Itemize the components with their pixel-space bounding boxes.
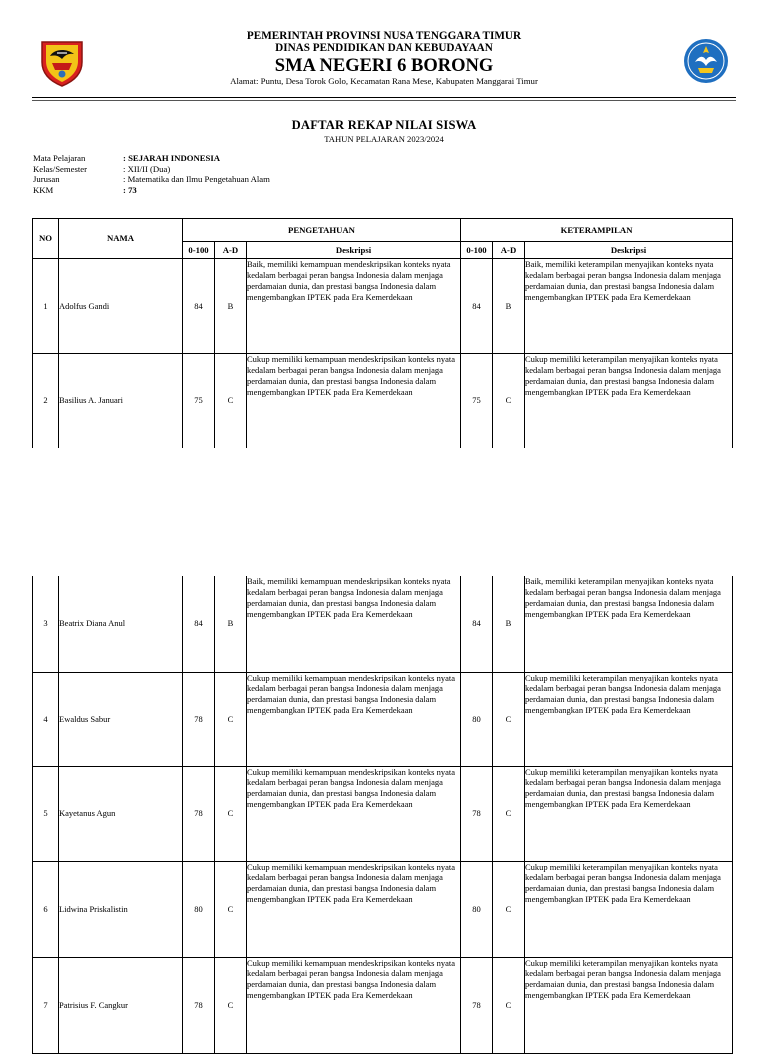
knowledge-score: 84 (183, 259, 215, 354)
info-row-kkm (33, 185, 270, 196)
skill-grade: C (493, 766, 525, 861)
skill-score: 84 (461, 576, 493, 672)
table-row (33, 576, 733, 672)
skill-description: Cukup memiliki keterampilan menyajikan konteks nyata kedalam berbagai peran bangsa Indonesia dalam menjaga perdamaian dunia, dan prestasi bangsa Indonesia dalam mengembangkan IPTEK pada Era Kemerdekaan (525, 957, 733, 1053)
skill-grade: C (493, 861, 525, 957)
info-value: : XII/II (Dua) (123, 163, 171, 174)
knowledge-grade: B (215, 259, 247, 354)
info-label: Jurusan (33, 174, 60, 185)
row-number: 7 (33, 957, 59, 1053)
header-knowledge: PENGETAHUAN (183, 219, 461, 242)
skill-score: 75 (461, 354, 493, 448)
academic-year: TAHUN PELAJARAN 2023/2024 (324, 134, 444, 144)
knowledge-grade: C (215, 861, 247, 957)
student-name: Patrisius F. Cangkur (59, 957, 183, 1053)
info-value: : Matematika dan Ilmu Pengetahuan Alam (123, 174, 270, 185)
province-emblem-icon (36, 36, 88, 88)
skill-grade: B (493, 576, 525, 672)
knowledge-description: Cukup memiliki kemampuan mendeskripsikan konteks nyata kedalam berbagai peran bangsa Indonesia dalam menjaga perdamaian dunia, dan prestasi bangsa Indonesia dalam mengembangkan IPTEK pada Era Kemerdekaan (247, 354, 461, 448)
knowledge-grade: C (215, 957, 247, 1053)
skill-score: 84 (461, 259, 493, 354)
tut-wuri-handayani-icon (683, 38, 729, 84)
header-knowledge-desc: Deskripsi (247, 242, 461, 259)
skill-description: Cukup memiliki keterampilan menyajikan konteks nyata kedalam berbagai peran bangsa Indonesia dalam menjaga perdamaian dunia, dan prestasi bangsa Indonesia dalam mengembangkan IPTEK pada Era Kemerdekaan (525, 766, 733, 861)
student-name: Basilius A. Januari (59, 354, 183, 448)
knowledge-grade: C (215, 672, 247, 766)
skill-description: Cukup memiliki keterampilan menyajikan konteks nyata kedalam berbagai peran bangsa Indonesia dalam menjaga perdamaian dunia, dan prestasi bangsa Indonesia dalam mengembangkan IPTEK pada Era Kemerdekaan (525, 672, 733, 766)
student-name: Adolfus Gandi (59, 259, 183, 354)
info-row-class (33, 164, 270, 175)
skill-description: Baik, memiliki keterampilan menyajikan konteks nyata kedalam berbagai peran bangsa Indonesia dalam menjaga perdamaian dunia, dan prestasi bangsa Indonesia dalam mengembangkan IPTEK pada Era Kemerdekaan (525, 259, 733, 354)
knowledge-description: Baik, memiliki kemampuan mendeskripsikan konteks nyata kedalam berbagai peran bangsa Indonesia dalam menjaga perdamaian dunia, dan prestasi bangsa Indonesia dalam mengembangkan IPTEK pada Era Kemerdekaan (247, 576, 461, 672)
info-label: Kelas/Semester (33, 163, 88, 174)
table-row (33, 672, 733, 766)
row-number: 6 (33, 861, 59, 957)
info-row-major (33, 174, 270, 185)
student-name: Ewaldus Sabur (59, 672, 183, 766)
info-row-subject (33, 153, 270, 164)
knowledge-description: Cukup memiliki kemampuan mendeskripsikan konteks nyata kedalam berbagai peran bangsa Indonesia dalam menjaga perdamaian dunia, dan prestasi bangsa Indonesia dalam mengembangkan IPTEK pada Era Kemerdekaan (247, 672, 461, 766)
skill-description: Cukup memiliki keterampilan menyajikan konteks nyata kedalam berbagai peran bangsa Indonesia dalam menjaga perdamaian dunia, dan prestasi bangsa Indonesia dalam mengembangkan IPTEK pada Era Kemerdekaan (525, 861, 733, 957)
table-row (33, 354, 733, 448)
table-row (33, 766, 733, 861)
knowledge-grade: C (215, 766, 247, 861)
header-no: NO (33, 219, 59, 259)
table-row (33, 957, 733, 1053)
knowledge-grade: B (215, 576, 247, 672)
info-label: Mata Pelajaran (33, 153, 86, 163)
letterhead-province: PEMERINTAH PROVINSI NUSA TENGGARA TIMUR (246, 30, 522, 42)
skill-score: 80 (461, 672, 493, 766)
info-value: : SEJARAH INDONESIA (123, 153, 221, 163)
knowledge-score: 75 (183, 354, 215, 448)
letterhead-divider (32, 97, 736, 98)
knowledge-score: 78 (183, 957, 215, 1053)
skill-description: Cukup memiliki keterampilan menyajikan konteks nyata kedalam berbagai peran bangsa Indonesia dalam menjaga perdamaian dunia, dan prestasi bangsa Indonesia dalam mengembangkan IPTEK pada Era Kemerdekaan (525, 354, 733, 448)
skill-grade: C (493, 957, 525, 1053)
row-number: 5 (33, 766, 59, 861)
header-skill-grade: A-D (493, 242, 525, 259)
grade-table (32, 218, 733, 448)
letterhead-department: DINAS PENDIDIKAN DAN KEBUDAYAAN (275, 41, 493, 54)
knowledge-grade: C (215, 354, 247, 448)
skill-grade: C (493, 672, 525, 766)
letterhead-divider-thin (32, 100, 736, 101)
skill-grade: C (493, 354, 525, 448)
document-title-block (0, 118, 768, 144)
info-label: KKM (33, 184, 54, 195)
header-knowledge-score: 0-100 (183, 242, 215, 259)
row-number: 3 (33, 576, 59, 672)
knowledge-score: 84 (183, 576, 215, 672)
header-name: NAMA (59, 219, 183, 259)
student-name: Kayetanus Agun (59, 766, 183, 861)
info-block (33, 153, 270, 195)
knowledge-score: 78 (183, 766, 215, 861)
student-name: Lidwina Priskalistin (59, 861, 183, 957)
letterhead-address: Alamat: Puntu, Desa Torok Golo, Kecamatan Rana Mese, Kabupaten Manggarai Timur (230, 75, 538, 86)
skill-score: 80 (461, 861, 493, 957)
student-name: Beatrix Diana Anul (59, 576, 183, 672)
grade-table-continued (32, 576, 733, 1054)
skill-description: Baik, memiliki keterampilan menyajikan konteks nyata kedalam berbagai peran bangsa Indonesia dalam menjaga perdamaian dunia, dan prestasi bangsa Indonesia dalam mengembangkan IPTEK pada Era Kemerdekaan (525, 576, 733, 672)
header-knowledge-grade: A-D (215, 242, 247, 259)
skill-grade: B (493, 259, 525, 354)
row-number: 1 (33, 259, 59, 354)
skill-score: 78 (461, 766, 493, 861)
knowledge-score: 78 (183, 672, 215, 766)
letterhead-school-name: SMA NEGERI 6 BORONG (274, 55, 494, 76)
row-number: 4 (33, 672, 59, 766)
header-skill: KETERAMPILAN (461, 219, 733, 242)
knowledge-description: Cukup memiliki kemampuan mendeskripsikan konteks nyata kedalam berbagai peran bangsa Indonesia dalam menjaga perdamaian dunia, dan prestasi bangsa Indonesia dalam mengembangkan IPTEK pada Era Kemerdekaan (247, 861, 461, 957)
table-row (33, 259, 733, 354)
row-number: 2 (33, 354, 59, 448)
document-title: DAFTAR REKAP NILAI SISWA (291, 118, 477, 132)
header-skill-score: 0-100 (461, 242, 493, 259)
knowledge-score: 80 (183, 861, 215, 957)
knowledge-description: Cukup memiliki kemampuan mendeskripsikan konteks nyata kedalam berbagai peran bangsa Indonesia dalam menjaga perdamaian dunia, dan prestasi bangsa Indonesia dalam mengembangkan IPTEK pada Era Kemerdekaan (247, 957, 461, 1053)
header-skill-desc: Deskripsi (525, 242, 733, 259)
info-value: : 73 (123, 184, 137, 195)
knowledge-description: Baik, memiliki kemampuan mendeskripsikan konteks nyata kedalam berbagai peran bangsa Indonesia dalam menjaga perdamaian dunia, dan prestasi bangsa Indonesia dalam mengembangkan IPTEK pada Era Kemerdekaan (247, 259, 461, 354)
skill-score: 78 (461, 957, 493, 1053)
table-row (33, 861, 733, 957)
letterhead (120, 31, 648, 86)
knowledge-description: Cukup memiliki kemampuan mendeskripsikan konteks nyata kedalam berbagai peran bangsa Indonesia dalam menjaga perdamaian dunia, dan prestasi bangsa Indonesia dalam mengembangkan IPTEK pada Era Kemerdekaan (247, 766, 461, 861)
